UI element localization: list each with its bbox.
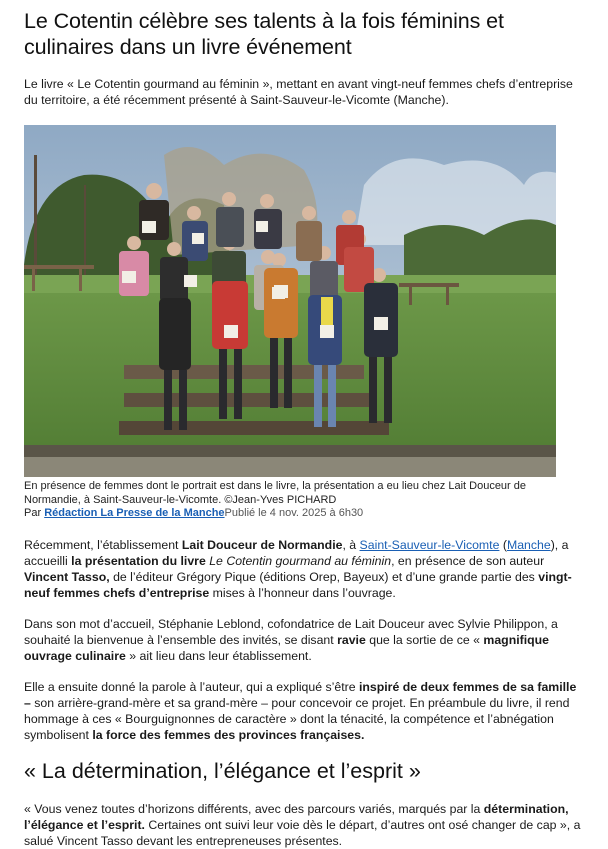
text-bold: inspiré de deux femmes de sa famille – — [24, 679, 577, 710]
place-link-saint-sauveur[interactable]: Saint-Sauveur-le-Vicomte — [359, 537, 500, 552]
text-bold: ravie — [337, 632, 366, 647]
book-title: Le Cotentin gourmand au féminin — [209, 553, 392, 568]
author-link[interactable]: Rédaction La Presse de la Manche — [44, 507, 225, 519]
text-run: que la sortie de ce « — [365, 632, 484, 647]
publish-date: Publié le 4 nov. 2025 à 6h30 — [224, 507, 364, 519]
text-bold: magnifique ouvrage culinaire — [24, 632, 549, 663]
text-bold: vingt-neuf femmes chefs d’entreprise — [24, 569, 572, 600]
article-title: Le Cotentin célèbre ses talents à la fois féminins et culinaires dans un livre événement — [24, 9, 504, 59]
text-run: de l’éditeur Grégory Pique (éditions Orep, Bayeux) et d’une grande partie des — [109, 569, 539, 584]
text-bold: détermination, l’élégance et l’esprit. — [24, 801, 569, 832]
text-run: « Vous venez toutes d’horizons différents, avec des parcours variés, marqués par la — [24, 801, 484, 816]
text-run: Récemment, l’établissement — [24, 537, 182, 552]
text-run: mises à l’honneur dans l’ouvrage. — [209, 585, 396, 600]
text-run: Elle a ensuite donné la parole à l’auteur, qui a expliqué s’être — [24, 679, 359, 694]
paragraph-1 — [24, 537, 584, 601]
text-run: ( — [499, 537, 507, 552]
text-bold: la présentation du livre — [71, 553, 210, 568]
text-run: , à — [342, 537, 360, 552]
byline-prefix: Par — [24, 507, 45, 519]
paragraph-2 — [24, 616, 584, 664]
text-run: » ait lieu dans leur établissement. — [125, 648, 312, 663]
text-run: Dans son mot d’accueil, Stéphanie Leblond, cofondatrice de Lait Douceur avec Sylvie Philippon, a souhaité la bienvenue à l’ensemble des invités, se disant — [24, 616, 558, 647]
article-lead: Le livre « Le Cotentin gourmand au féminin », mettant en avant vingt-neuf femmes chefs d’entreprise du territoire, a été récemment présenté à Saint-Sauveur-le-Vicomte (Manche). — [24, 77, 573, 107]
article-photo — [24, 125, 556, 477]
place-link-manche[interactable]: Manche — [506, 537, 551, 552]
text-bold: Lait Douceur de Normandie — [181, 537, 343, 552]
paragraph-3 — [24, 679, 584, 743]
text-run: , en présence de son auteur — [391, 553, 545, 568]
photo-caption: En présence de femmes dont le portrait est dans le livre, la présentation a eu lieu chez Lait Douceur de Normandie, à Saint-Sauveur-le-Vicomte. ©Jean-Yves PICHARD — [24, 480, 527, 506]
text-bold: la force des femmes des provinces françaises. — [92, 727, 365, 742]
text-run: son arrière-grand-mère et sa grand-mère – pour concevoir ce projet. En préambule du livre, il rend hommage à ces « Bourguignonnes de caractère » dont la ténacité, la compétence et l’abnégation symbolisent — [24, 695, 570, 742]
section-heading: « La détermination, l’élégance et l’esprit » — [24, 758, 421, 783]
paragraph-4 — [24, 801, 584, 849]
text-run: Certaines ont suivi leur voie dès le départ, d’autres ont osé changer de cap », a salué Vincent Tasso devant les entrepreneuses présentes. — [24, 817, 581, 848]
author-name: Vincent Tasso, — [24, 569, 110, 584]
article — [24, 0, 584, 849]
byline — [24, 507, 584, 521]
group-photo-image — [24, 125, 556, 477]
text-run: ), a accueilli — [24, 537, 569, 568]
